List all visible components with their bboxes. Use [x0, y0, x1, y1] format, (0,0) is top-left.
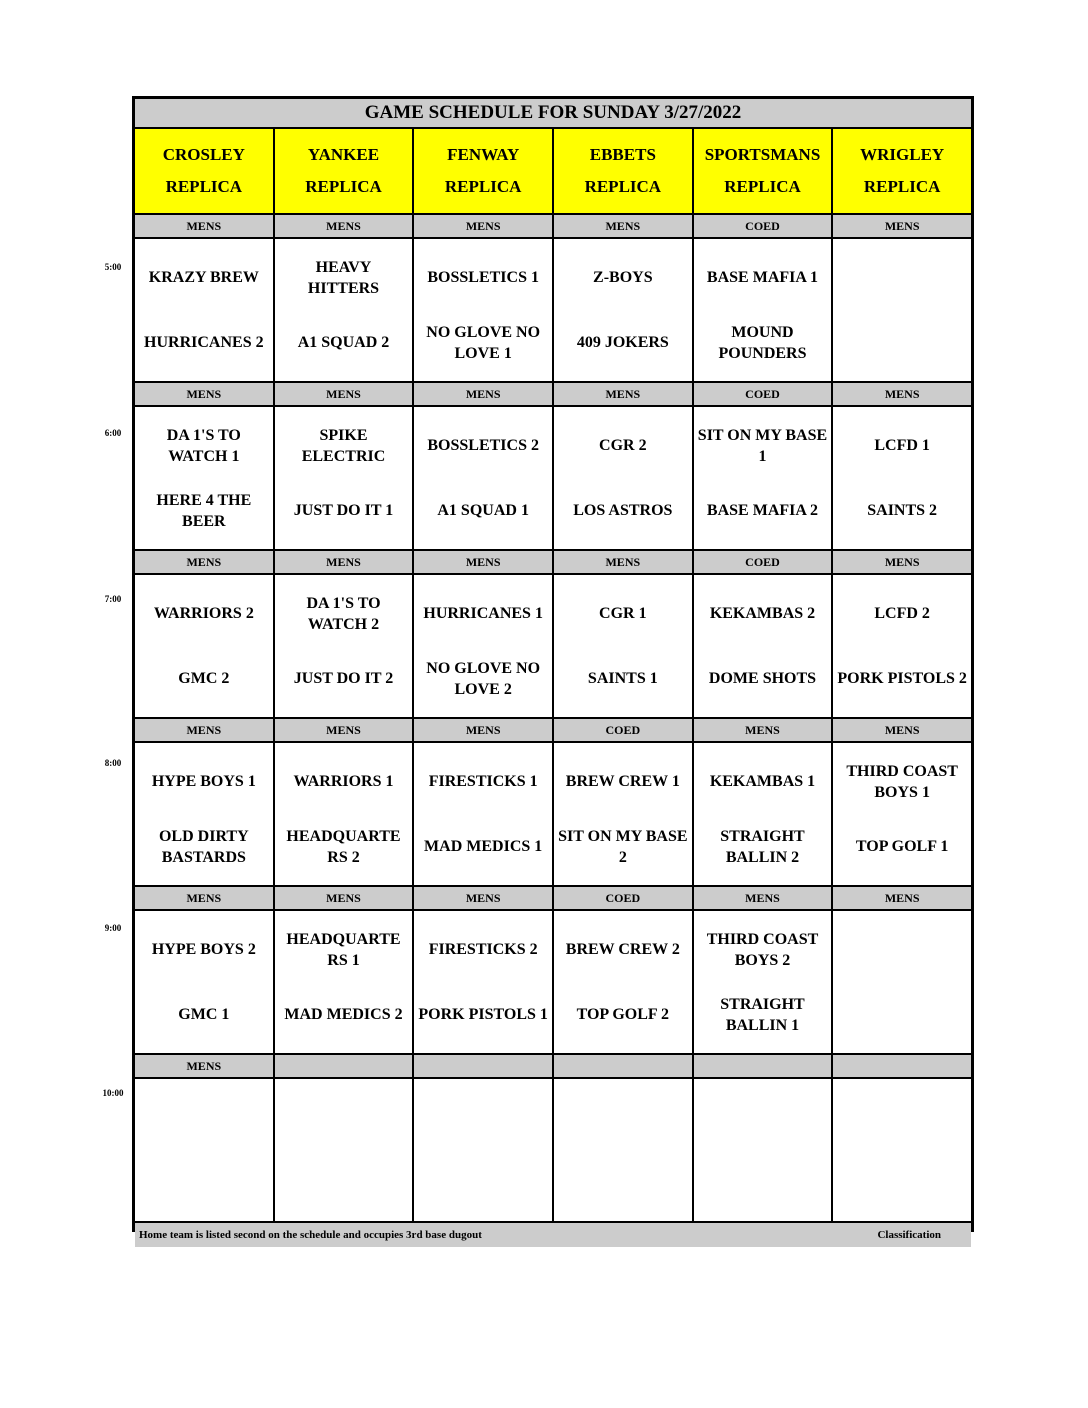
home-team: MAD MEDICS 2	[284, 1006, 403, 1023]
game-cell	[694, 743, 832, 885]
time-label: 6:00	[104, 428, 122, 438]
away-team	[139, 1096, 269, 1140]
home-team: GMC 2	[178, 670, 230, 687]
classification-legend: Classification	[877, 1229, 941, 1241]
home-team	[139, 1161, 269, 1205]
classification-cell: COED	[554, 887, 692, 909]
home-team: LOS ASTROS	[573, 502, 673, 519]
home-team: JUST DO IT 2	[293, 670, 394, 687]
away-team: KRAZY BREW	[148, 269, 259, 286]
game-cell	[833, 407, 971, 549]
game-cell	[275, 575, 413, 717]
classification-cell: MENS	[275, 887, 413, 909]
home-team-note: Home team is listed second on the schedule and occupies 3rd base dugout	[139, 1229, 482, 1241]
field-header-sportsmans	[694, 129, 832, 213]
time-label: 8:00	[104, 758, 122, 768]
classification-cell: MENS	[135, 551, 273, 573]
home-team: HURRICANES 2	[144, 334, 264, 351]
classification-cell: COED	[554, 719, 692, 741]
game-cell	[554, 911, 692, 1053]
home-team	[837, 993, 967, 1037]
away-team	[279, 1096, 409, 1140]
classification-cell: COED	[694, 383, 832, 405]
game-cell	[694, 407, 832, 549]
game-cell	[275, 911, 413, 1053]
away-team: BREW CREW 1	[565, 773, 680, 790]
home-team: STRAIGHT BALLIN 1	[720, 995, 805, 1034]
home-team: STRAIGHT BALLIN 2	[720, 827, 805, 866]
game-cell	[833, 911, 971, 1053]
away-team	[837, 256, 967, 300]
away-team: BASE MAFIA 1	[706, 269, 819, 286]
home-team	[698, 1161, 828, 1205]
home-team: MAD MEDICS 1	[424, 838, 543, 855]
home-team: TOP GOLF 2	[576, 1006, 670, 1023]
classification-cell: MENS	[414, 383, 552, 405]
classification-cell: MENS	[833, 719, 971, 741]
classification-cell: COED	[694, 551, 832, 573]
away-team: FIRESTICKS 1	[428, 773, 538, 790]
classification-cell: MENS	[833, 383, 971, 405]
classification-cell: MENS	[275, 215, 413, 237]
home-team	[279, 1161, 409, 1205]
game-cell	[135, 1079, 273, 1221]
away-team: WARRIORS 1	[293, 773, 394, 790]
game-cell	[414, 575, 552, 717]
game-cell	[275, 1079, 413, 1221]
game-cell	[135, 407, 273, 549]
classification-cell: MENS	[554, 383, 692, 405]
away-team: DA 1'S TO WATCH 2	[306, 594, 381, 633]
home-team: DOME SHOTS	[708, 670, 817, 687]
field-type: REPLICA	[444, 177, 522, 196]
game-cell	[414, 1079, 552, 1221]
classification-cell: MENS	[833, 551, 971, 573]
time-label: 10:00	[102, 1088, 124, 1098]
away-team: CGR 1	[599, 605, 647, 622]
time-label: 9:00	[104, 923, 122, 933]
classification-cell: COED	[694, 215, 832, 237]
field-header-fenway	[414, 129, 552, 213]
away-team: HEAVY HITTERS	[307, 258, 380, 297]
home-team: NO GLOVE NO LOVE 2	[426, 659, 541, 698]
home-team: SIT ON MY BASE 2	[558, 827, 688, 866]
classification-cell: MENS	[275, 383, 413, 405]
home-team: OLD DIRTY BASTARDS	[158, 827, 249, 866]
classification-cell: MENS	[414, 215, 552, 237]
field-name: CROSLEY	[162, 145, 245, 164]
classification-cell: MENS	[135, 383, 273, 405]
away-team: FIRESTICKS 2	[428, 941, 538, 958]
game-cell	[275, 239, 413, 381]
classification-cell	[694, 1055, 832, 1077]
away-team: HYPE BOYS 1	[151, 773, 256, 790]
home-team: SAINTS 1	[587, 670, 658, 687]
home-team	[418, 1161, 548, 1205]
game-cell	[554, 743, 692, 885]
game-cell	[833, 575, 971, 717]
time-label: 7:00	[104, 594, 122, 604]
classification-cell: MENS	[414, 719, 552, 741]
classification-cell: MENS	[414, 551, 552, 573]
away-team: WARRIORS 2	[153, 605, 254, 622]
away-team: LCFD 2	[874, 605, 930, 622]
home-team: JUST DO IT 1	[293, 502, 394, 519]
classification-cell	[833, 1055, 971, 1077]
game-cell	[135, 911, 273, 1053]
away-team: THIRD COAST BOYS 2	[706, 930, 819, 969]
classification-cell: MENS	[135, 215, 273, 237]
field-header-wrigley	[833, 129, 971, 213]
field-type: REPLICA	[584, 177, 662, 196]
home-team: HEADQUARTE RS 2	[286, 827, 401, 866]
game-cell	[694, 911, 832, 1053]
game-cell	[275, 407, 413, 549]
classification-cell: MENS	[135, 719, 273, 741]
away-team: KEKAMBAS 1	[709, 773, 816, 790]
game-cell	[833, 1079, 971, 1221]
field-name: EBBETS	[589, 145, 656, 164]
game-cell	[554, 1079, 692, 1221]
game-cell	[554, 575, 692, 717]
home-team: 409 JOKERS	[576, 334, 669, 351]
field-name: FENWAY	[447, 145, 520, 164]
game-cell	[694, 239, 832, 381]
schedule-footer	[135, 1223, 971, 1247]
field-header-crosley	[135, 129, 273, 213]
classification-cell: MENS	[833, 887, 971, 909]
away-team: Z-BOYS	[593, 269, 653, 286]
game-cell	[833, 743, 971, 885]
away-team	[837, 1096, 967, 1140]
away-team	[558, 1096, 688, 1140]
home-team: PORK PISTOLS 1	[418, 1006, 548, 1023]
classification-cell	[275, 1055, 413, 1077]
away-team: BOSSLETICS 2	[427, 437, 539, 454]
away-team	[698, 1096, 828, 1140]
away-team: BREW CREW 2	[565, 941, 680, 958]
away-team: BOSSLETICS 1	[427, 269, 539, 286]
classification-cell: MENS	[275, 719, 413, 741]
field-name: SPORTSMANS	[704, 145, 821, 164]
classification-cell: MENS	[833, 215, 971, 237]
home-team	[837, 321, 967, 365]
classification-cell: MENS	[135, 887, 273, 909]
home-team: MOUND POUNDERS	[718, 323, 807, 362]
classification-cell: MENS	[554, 551, 692, 573]
away-team: KEKAMBAS 2	[709, 605, 816, 622]
away-team: CGR 2	[599, 437, 647, 454]
field-name: YANKEE	[307, 145, 380, 164]
time-label: 5:00	[104, 262, 122, 272]
game-cell	[554, 407, 692, 549]
field-name: WRIGLEY	[860, 145, 945, 164]
home-team: PORK PISTOLS 2	[837, 670, 967, 687]
home-team: SAINTS 2	[867, 502, 938, 519]
home-team: HERE 4 THE BEER	[156, 491, 252, 530]
home-team: A1 SQUAD 2	[297, 334, 390, 351]
away-team: HEADQUARTE RS 1	[286, 930, 401, 969]
game-cell	[135, 575, 273, 717]
away-team	[418, 1096, 548, 1140]
classification-cell: MENS	[694, 719, 832, 741]
schedule-table	[132, 96, 974, 1241]
classification-cell: MENS	[135, 1055, 273, 1077]
game-cell	[694, 575, 832, 717]
classification-cell: MENS	[694, 887, 832, 909]
away-team: DA 1'S TO WATCH 1	[166, 426, 241, 465]
home-team	[837, 1161, 967, 1205]
game-cell	[414, 239, 552, 381]
field-type: REPLICA	[724, 177, 801, 196]
home-team: NO GLOVE NO LOVE 1	[426, 323, 541, 362]
home-team: A1 SQUAD 1	[437, 502, 529, 519]
game-cell	[694, 1079, 832, 1221]
game-cell	[554, 239, 692, 381]
game-cell	[414, 407, 552, 549]
game-cell	[275, 743, 413, 885]
game-cell	[135, 743, 273, 885]
game-cell	[833, 239, 971, 381]
field-type: REPLICA	[165, 177, 243, 196]
game-cell	[135, 239, 273, 381]
away-team: LCFD 1	[874, 437, 930, 454]
game-cell	[414, 743, 552, 885]
home-team: TOP GOLF 1	[855, 838, 949, 855]
classification-cell: MENS	[554, 215, 692, 237]
classification-cell	[554, 1055, 692, 1077]
home-team: BASE MAFIA 2	[706, 502, 819, 519]
away-team: THIRD COAST BOYS 1	[846, 762, 958, 801]
schedule-title: GAME SCHEDULE FOR SUNDAY 3/27/2022	[135, 99, 971, 127]
field-type: REPLICA	[305, 177, 382, 196]
away-team: SIT ON MY BASE 1	[697, 426, 828, 465]
away-team: SPIKE ELECTRIC	[301, 426, 386, 465]
classification-cell	[414, 1055, 552, 1077]
away-team: HURRICANES 1	[423, 605, 543, 622]
classification-cell: MENS	[275, 551, 413, 573]
away-team: HYPE BOYS 2	[151, 941, 256, 958]
home-team: GMC 1	[178, 1006, 230, 1023]
home-team	[558, 1161, 688, 1205]
field-type: REPLICA	[863, 177, 941, 196]
field-header-ebbets	[554, 129, 692, 213]
away-team	[837, 928, 967, 972]
field-header-yankee	[275, 129, 413, 213]
classification-cell: MENS	[414, 887, 552, 909]
game-cell	[414, 911, 552, 1053]
